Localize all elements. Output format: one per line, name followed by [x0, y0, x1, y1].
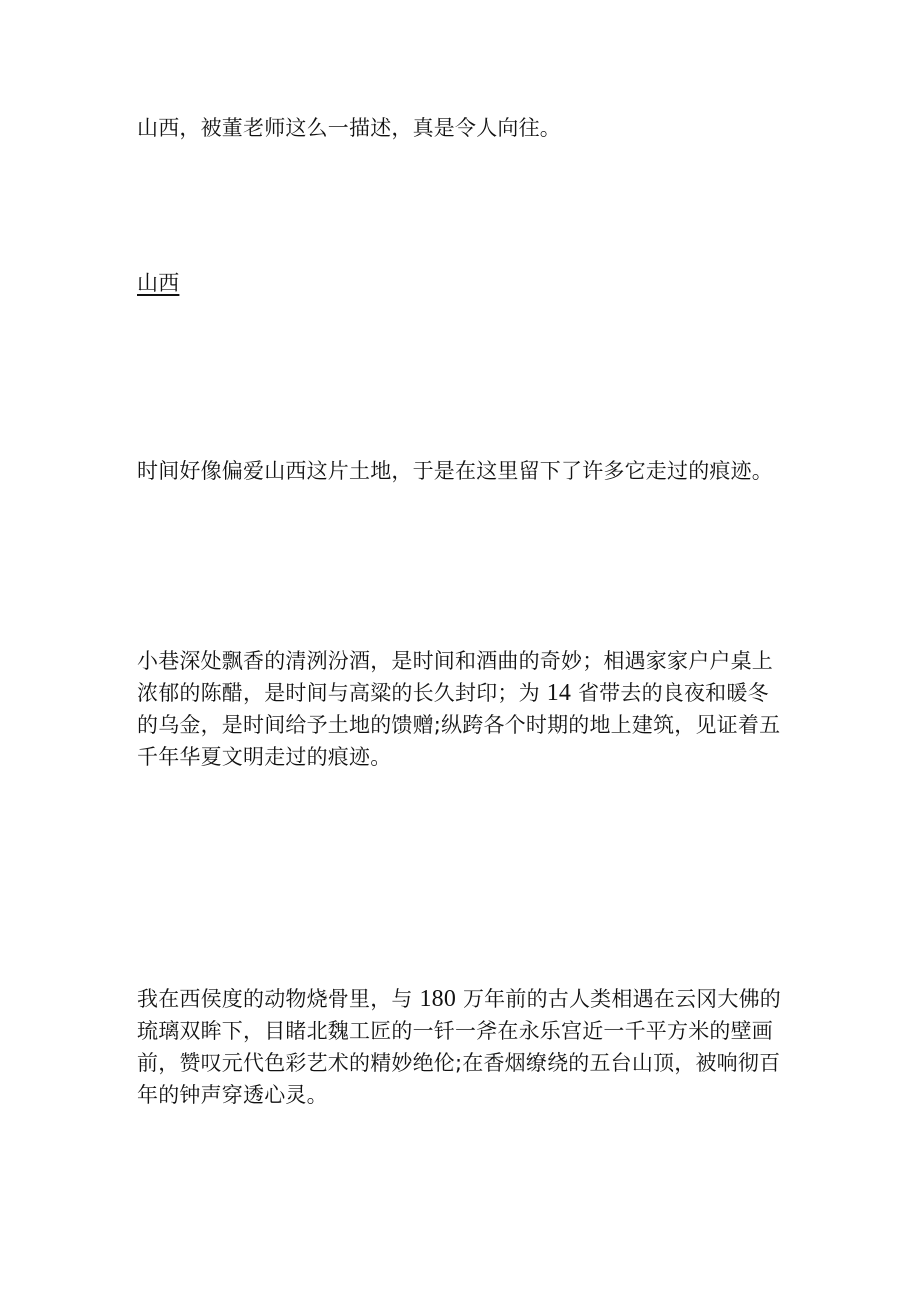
- wine-line-4: 千年华夏文明走过的痕迹。: [137, 745, 392, 769]
- time-paragraph: [137, 456, 787, 487]
- history-paragraph: [137, 983, 787, 1111]
- province-count: 14: [546, 680, 572, 706]
- intro-text: 山西，被董老师这么一描述，真是令人向往。: [137, 116, 561, 140]
- history-line-1: [137, 983, 787, 1015]
- time-text: 时间好像偏爱山西这片土地，于是在这里留下了许多它走过的痕迹。: [137, 459, 773, 483]
- intro-paragraph: [137, 113, 787, 144]
- wine-paragraph: [137, 645, 787, 773]
- wine-line-2: [137, 677, 787, 709]
- section-heading: [137, 268, 787, 299]
- wine-line-2-start: 浓郁的陈醋，是时间与高粱的长久封印；为: [137, 681, 547, 705]
- shanxi-heading-link[interactable]: 山西: [137, 271, 180, 295]
- years-count: 180: [419, 986, 457, 1012]
- history-line-1-start: 我在西侯度的动物烧骨里，与: [137, 987, 420, 1011]
- history-line-1-end: 万年前的古人类相遇在云冈大佛的: [456, 987, 781, 1011]
- history-line-2: 琉璃双眸下，目睹北魏工匠的一钎一斧在永乐宫近一千平方米的壁画: [137, 1019, 773, 1043]
- history-line-3: 前，赞叹元代色彩艺术的精妙绝伦;在香烟缭绕的五台山顶，被响彻百: [137, 1051, 781, 1075]
- wine-line-2-end: 省带去的良夜和暖冬: [571, 681, 769, 705]
- wine-line-3: 的乌金，是时间给予土地的馈赠;纵跨各个时期的地上建筑，见证着五: [137, 713, 781, 737]
- wine-line-1: 小巷深处飘香的清洌汾酒，是时间和酒曲的奇妙；相遇家家户户桌上: [137, 649, 773, 673]
- history-line-4: 年的钟声穿透心灵。: [137, 1083, 328, 1107]
